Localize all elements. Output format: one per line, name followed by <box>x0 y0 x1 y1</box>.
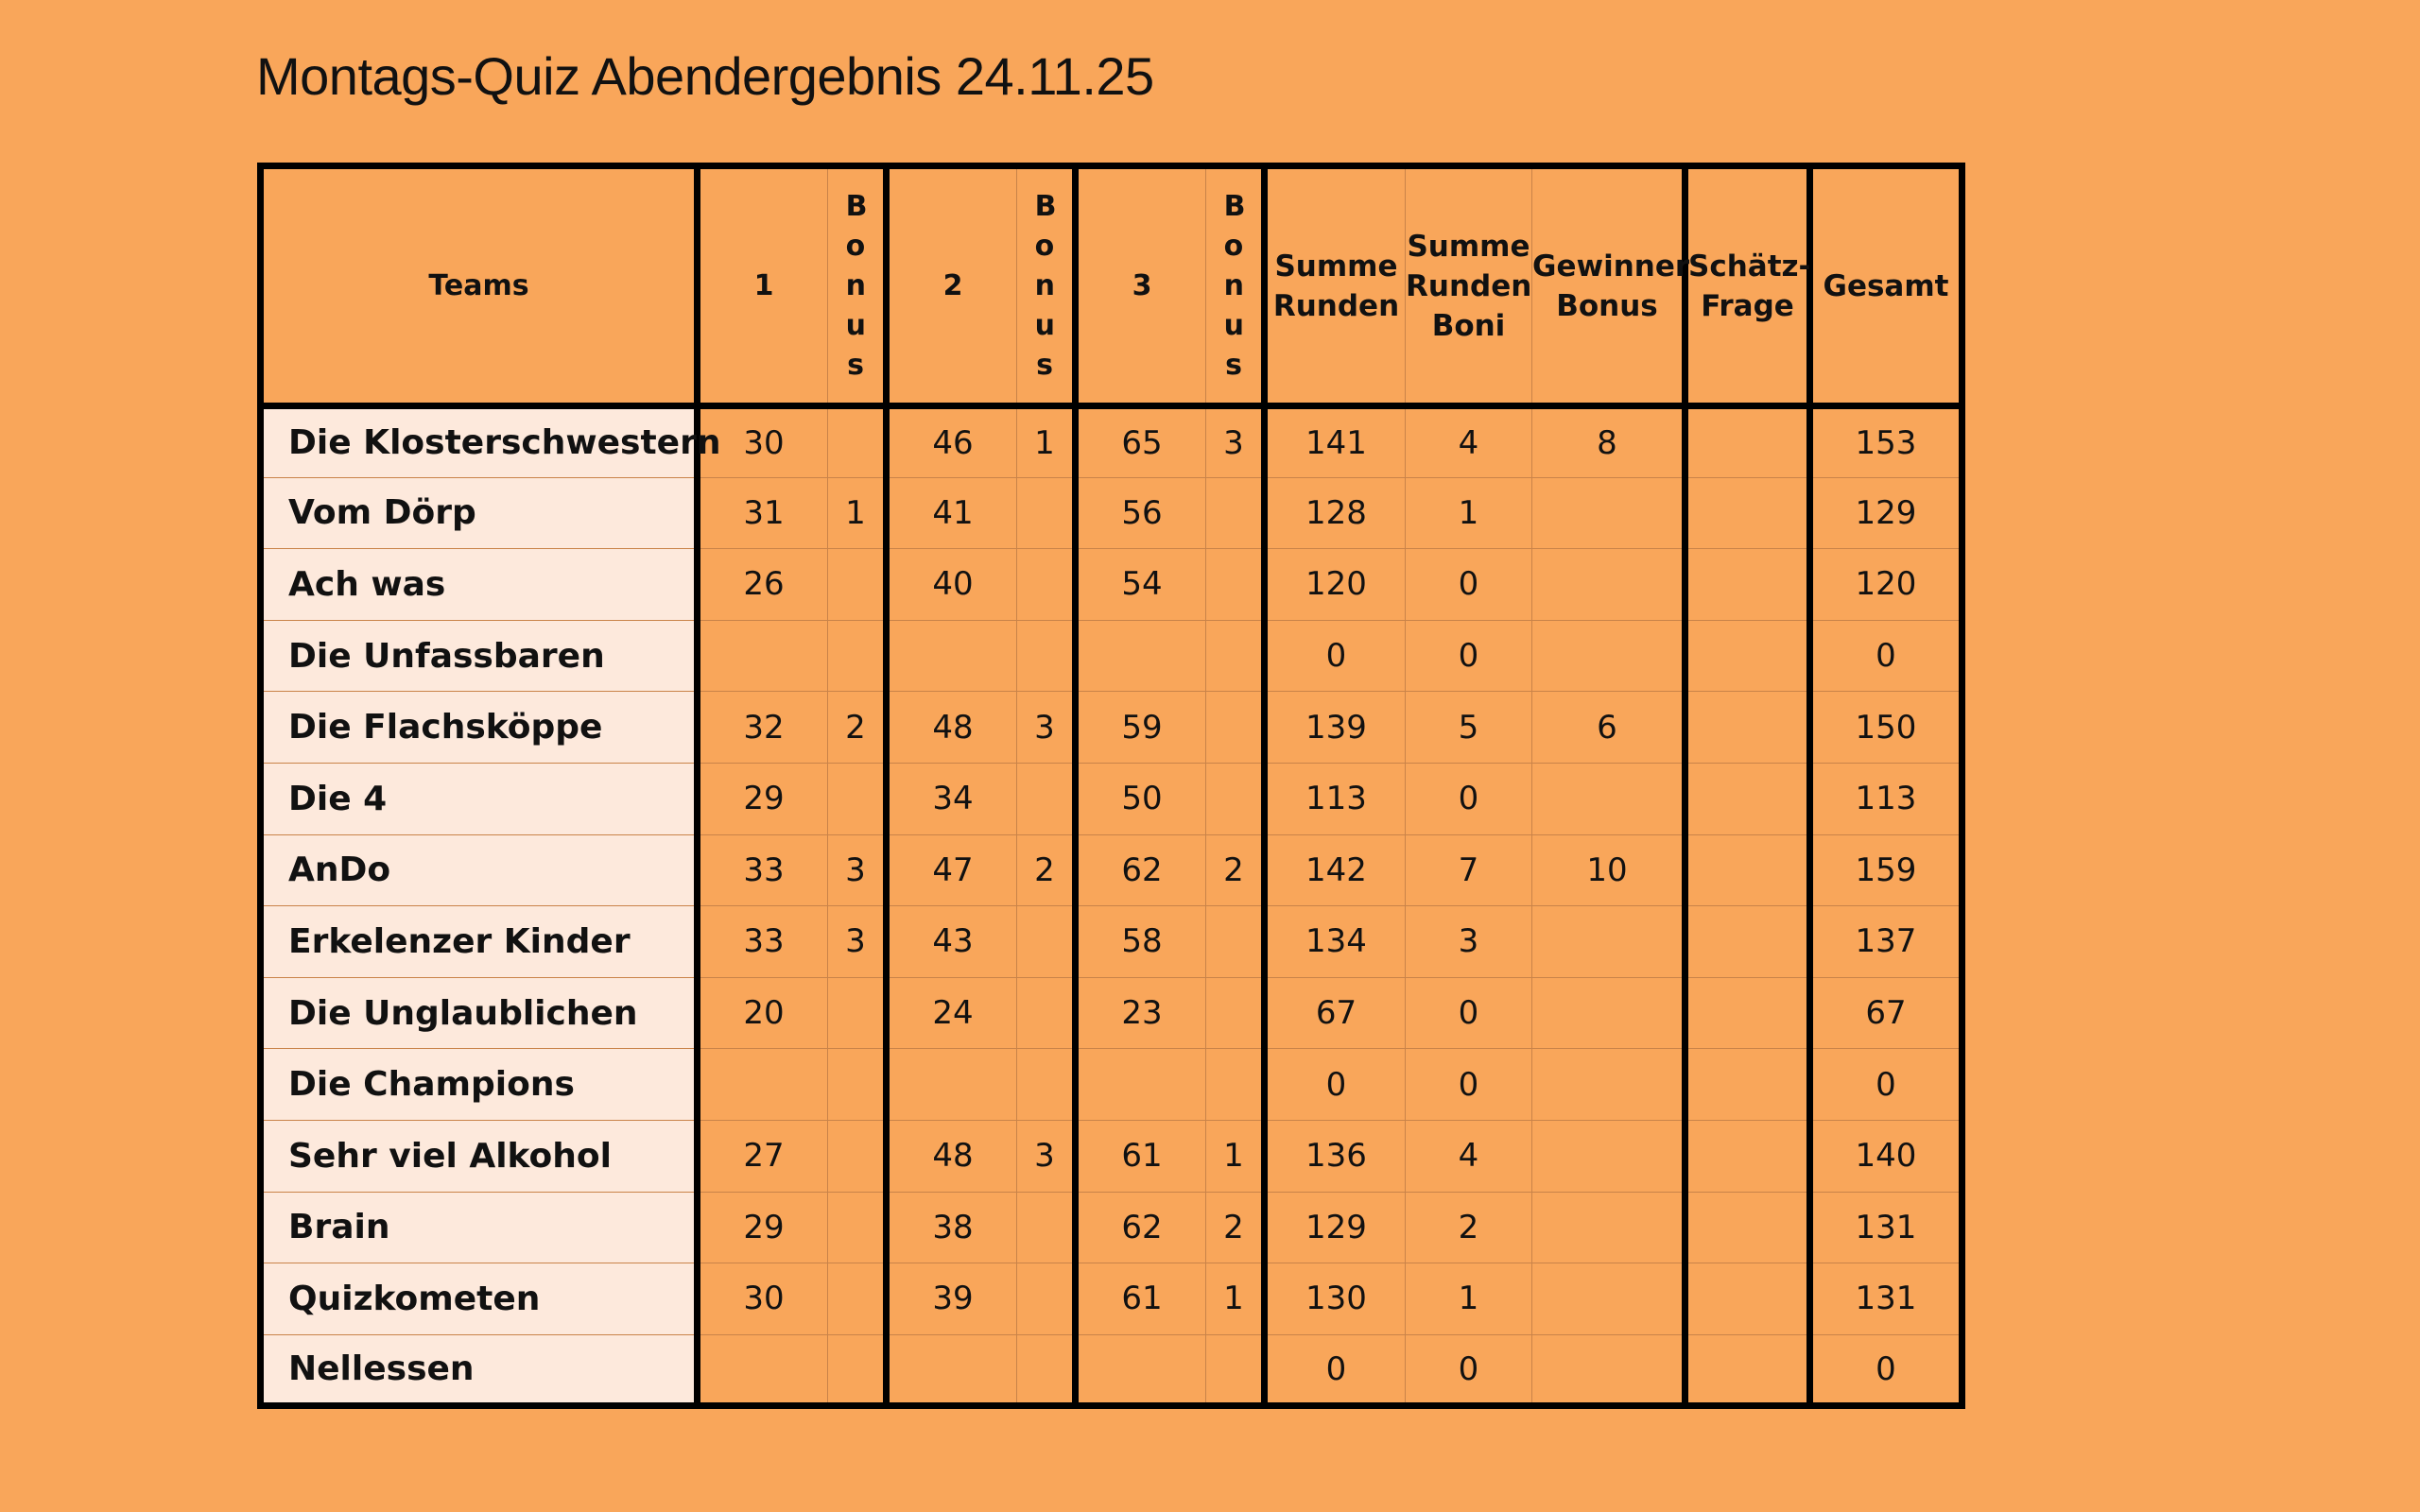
round-2-score: 24 <box>887 977 1017 1049</box>
table-row <box>261 1049 1962 1121</box>
estimate-question <box>1685 477 1810 549</box>
round-2-bonus <box>1017 477 1076 549</box>
sum-boni: 0 <box>1406 1049 1532 1121</box>
sum-rounds: 141 <box>1265 406 1406 478</box>
round-2-bonus <box>1017 620 1076 692</box>
round-3-bonus: 2 <box>1206 834 1265 906</box>
round-3-bonus: 3 <box>1206 406 1265 478</box>
round-2-bonus <box>1017 906 1076 978</box>
round-2-bonus <box>1017 1049 1076 1121</box>
round-1-bonus <box>828 549 887 621</box>
winner-bonus: 6 <box>1532 692 1685 764</box>
round-1-bonus <box>828 1049 887 1121</box>
header-bonus-3 <box>1206 166 1265 406</box>
sum-rounds: 120 <box>1265 549 1406 621</box>
total-score: 150 <box>1810 692 1962 764</box>
round-3-bonus <box>1206 1049 1265 1121</box>
estimate-question <box>1685 1192 1810 1263</box>
header-round-2: 2 <box>887 166 1017 406</box>
round-1-score: 30 <box>698 406 828 478</box>
team-name: Die Unglaublichen <box>261 977 698 1049</box>
table-row <box>261 977 1962 1049</box>
winner-bonus <box>1532 1049 1685 1121</box>
round-1-score: 30 <box>698 1263 828 1335</box>
table-row <box>261 763 1962 834</box>
sum-rounds: 129 <box>1265 1192 1406 1263</box>
estimate-question <box>1685 1120 1810 1192</box>
header-gewinner-bonus <box>1532 166 1690 406</box>
team-name: Erkelenzer Kinder <box>261 906 698 978</box>
round-3-bonus <box>1206 1334 1265 1406</box>
header-bonus-1 <box>828 166 887 406</box>
estimate-question <box>1685 1049 1810 1121</box>
header-summe-boni-line1: Summe <box>1407 229 1530 264</box>
round-3-score <box>1076 620 1206 692</box>
sum-boni: 3 <box>1406 906 1532 978</box>
table-row <box>261 406 1962 478</box>
sum-rounds: 139 <box>1265 692 1406 764</box>
round-1-bonus <box>828 1263 887 1335</box>
total-score: 129 <box>1810 477 1962 549</box>
winner-bonus <box>1532 763 1685 834</box>
header-schaetz-line1: Schätz- <box>1688 249 1811 284</box>
round-3-score: 56 <box>1076 477 1206 549</box>
winner-bonus <box>1532 977 1685 1049</box>
round-1-score: 33 <box>698 906 828 978</box>
round-2-score: 38 <box>887 1192 1017 1263</box>
team-name: Sehr viel Alkohol <box>261 1120 698 1192</box>
team-name: Die Champions <box>261 1049 698 1121</box>
round-1-score: 33 <box>698 834 828 906</box>
round-2-score: 46 <box>887 406 1017 478</box>
round-1-bonus <box>828 1192 887 1263</box>
team-name: Die 4 <box>261 763 698 834</box>
round-3-score: 61 <box>1076 1263 1206 1335</box>
round-2-score: 40 <box>887 549 1017 621</box>
table-row <box>261 906 1962 978</box>
round-3-score: 54 <box>1076 549 1206 621</box>
sum-boni: 4 <box>1406 1120 1532 1192</box>
header-gewinner-line1: Gewinner <box>1532 249 1690 284</box>
round-2-score <box>887 1049 1017 1121</box>
sum-boni: 5 <box>1406 692 1532 764</box>
round-1-bonus <box>828 1334 887 1406</box>
header-schaetz-line2: Frage <box>1701 288 1794 323</box>
total-score: 131 <box>1810 1263 1962 1335</box>
team-name: Vom Dörp <box>261 477 698 549</box>
round-2-bonus: 3 <box>1017 1120 1076 1192</box>
round-2-bonus <box>1017 763 1076 834</box>
round-3-score <box>1076 1049 1206 1121</box>
team-name: Die Klosterschwestern <box>261 406 698 478</box>
round-3-score: 23 <box>1076 977 1206 1049</box>
round-1-bonus <box>828 406 887 478</box>
sum-rounds: 0 <box>1265 1334 1406 1406</box>
sum-rounds: 128 <box>1265 477 1406 549</box>
sum-boni: 2 <box>1406 1192 1532 1263</box>
total-score: 67 <box>1810 977 1962 1049</box>
results-body <box>261 406 1962 1406</box>
round-3-bonus <box>1206 549 1265 621</box>
sum-boni: 0 <box>1406 620 1532 692</box>
round-2-bonus <box>1017 1334 1076 1406</box>
winner-bonus <box>1532 1120 1685 1192</box>
round-3-score: 58 <box>1076 906 1206 978</box>
total-score: 153 <box>1810 406 1962 478</box>
estimate-question <box>1685 620 1810 692</box>
sum-rounds: 0 <box>1265 1049 1406 1121</box>
winner-bonus <box>1532 1192 1685 1263</box>
team-name: Die Unfassbaren <box>261 620 698 692</box>
winner-bonus <box>1532 1334 1685 1406</box>
sum-rounds: 67 <box>1265 977 1406 1049</box>
sum-boni: 0 <box>1406 1334 1532 1406</box>
round-1-score: 20 <box>698 977 828 1049</box>
header-gesamt: Gesamt <box>1810 166 1962 406</box>
table-row <box>261 692 1962 764</box>
round-3-bonus <box>1206 763 1265 834</box>
winner-bonus <box>1532 620 1685 692</box>
estimate-question <box>1685 763 1810 834</box>
round-1-bonus <box>828 1120 887 1192</box>
round-1-score: 31 <box>698 477 828 549</box>
round-3-bonus <box>1206 477 1265 549</box>
round-2-score <box>887 1334 1017 1406</box>
total-score: 0 <box>1810 1049 1962 1121</box>
team-name: Die Flachsköppe <box>261 692 698 764</box>
total-score: 0 <box>1810 1334 1962 1406</box>
round-3-score: 62 <box>1076 834 1206 906</box>
round-2-bonus <box>1017 549 1076 621</box>
team-name: Quizkometen <box>261 1263 698 1335</box>
table-row <box>261 1120 1962 1192</box>
round-3-score: 62 <box>1076 1192 1206 1263</box>
table-row <box>261 1192 1962 1263</box>
sum-boni: 0 <box>1406 763 1532 834</box>
results-table <box>257 163 1965 1409</box>
round-3-score: 59 <box>1076 692 1206 764</box>
header-bonus-2-label: Bonus <box>1034 189 1057 382</box>
round-2-bonus <box>1017 977 1076 1049</box>
round-2-score: 39 <box>887 1263 1017 1335</box>
table-row <box>261 477 1962 549</box>
round-2-score: 47 <box>887 834 1017 906</box>
round-1-score: 32 <box>698 692 828 764</box>
sum-rounds: 136 <box>1265 1120 1406 1192</box>
round-2-bonus <box>1017 1263 1076 1335</box>
round-1-score <box>698 620 828 692</box>
round-1-score: 26 <box>698 549 828 621</box>
winner-bonus: 8 <box>1532 406 1685 478</box>
round-3-bonus <box>1206 692 1265 764</box>
round-2-score: 41 <box>887 477 1017 549</box>
header-bonus-2 <box>1017 166 1076 406</box>
estimate-question <box>1685 906 1810 978</box>
winner-bonus <box>1532 477 1685 549</box>
round-2-bonus: 2 <box>1017 834 1076 906</box>
header-summe-boni-line3: Boni <box>1431 308 1506 343</box>
table-row <box>261 1263 1962 1335</box>
total-score: 120 <box>1810 549 1962 621</box>
estimate-question <box>1685 1263 1810 1335</box>
sum-boni: 7 <box>1406 834 1532 906</box>
round-1-bonus: 3 <box>828 834 887 906</box>
round-3-score: 61 <box>1076 1120 1206 1192</box>
winner-bonus: 10 <box>1532 834 1685 906</box>
sum-rounds: 0 <box>1265 620 1406 692</box>
round-2-bonus: 1 <box>1017 406 1076 478</box>
estimate-question <box>1685 977 1810 1049</box>
round-2-bonus: 3 <box>1017 692 1076 764</box>
sum-boni: 0 <box>1406 977 1532 1049</box>
table-row <box>261 834 1962 906</box>
sum-rounds: 113 <box>1265 763 1406 834</box>
total-score: 113 <box>1810 763 1962 834</box>
round-1-score <box>698 1049 828 1121</box>
estimate-question <box>1685 692 1810 764</box>
sum-rounds: 142 <box>1265 834 1406 906</box>
table-row <box>261 1334 1962 1406</box>
header-summe-boni <box>1406 166 1532 406</box>
round-3-bonus: 2 <box>1206 1192 1265 1263</box>
estimate-question <box>1685 406 1810 478</box>
round-2-score: 48 <box>887 1120 1017 1192</box>
header-summe-boni-line2: Runden <box>1406 268 1532 303</box>
header-gewinner-line2: Bonus <box>1556 288 1658 323</box>
winner-bonus <box>1532 549 1685 621</box>
round-2-score: 34 <box>887 763 1017 834</box>
round-1-bonus <box>828 977 887 1049</box>
round-1-bonus <box>828 620 887 692</box>
round-2-score <box>887 620 1017 692</box>
header-bonus-1-label: Bonus <box>845 189 868 382</box>
sum-boni: 4 <box>1406 406 1532 478</box>
sum-boni: 1 <box>1406 1263 1532 1335</box>
header-bonus-3-label: Bonus <box>1223 189 1246 382</box>
round-3-bonus <box>1206 977 1265 1049</box>
header-round-3: 3 <box>1076 166 1206 406</box>
total-score: 131 <box>1810 1192 1962 1263</box>
sum-rounds: 134 <box>1265 906 1406 978</box>
winner-bonus <box>1532 906 1685 978</box>
round-2-score: 43 <box>887 906 1017 978</box>
round-1-score: 29 <box>698 763 828 834</box>
header-schaetz-frage <box>1685 166 1810 406</box>
header-summe-runden-line1: Summe <box>1274 249 1398 284</box>
header-teams: Teams <box>261 166 698 406</box>
sum-boni: 1 <box>1406 477 1532 549</box>
winner-bonus <box>1532 1263 1685 1335</box>
estimate-question <box>1685 549 1810 621</box>
round-2-score: 48 <box>887 692 1017 764</box>
estimate-question <box>1685 1334 1810 1406</box>
round-3-score: 65 <box>1076 406 1206 478</box>
team-name: Nellessen <box>261 1334 698 1406</box>
table-row <box>261 549 1962 621</box>
header-summe-runden <box>1265 166 1406 406</box>
sum-rounds: 130 <box>1265 1263 1406 1335</box>
total-score: 140 <box>1810 1120 1962 1192</box>
header-summe-runden-line2: Runden <box>1272 288 1400 323</box>
total-score: 137 <box>1810 906 1962 978</box>
estimate-question <box>1685 834 1810 906</box>
round-1-score <box>698 1334 828 1406</box>
round-2-bonus <box>1017 1192 1076 1263</box>
page-title: Montags-Quiz Abendergebnis 24.11.25 <box>256 46 1154 106</box>
round-3-score: 50 <box>1076 763 1206 834</box>
round-1-score: 29 <box>698 1192 828 1263</box>
header-row <box>261 166 1962 406</box>
round-3-bonus: 1 <box>1206 1120 1265 1192</box>
table-row <box>261 620 1962 692</box>
round-1-bonus: 2 <box>828 692 887 764</box>
round-1-score: 27 <box>698 1120 828 1192</box>
team-name: Brain <box>261 1192 698 1263</box>
round-1-bonus: 1 <box>828 477 887 549</box>
header-round-1: 1 <box>698 166 828 406</box>
round-3-bonus: 1 <box>1206 1263 1265 1335</box>
sum-boni: 0 <box>1406 549 1532 621</box>
team-name: Ach was <box>261 549 698 621</box>
round-3-bonus <box>1206 620 1265 692</box>
round-1-bonus <box>828 763 887 834</box>
total-score: 0 <box>1810 620 1962 692</box>
round-3-score <box>1076 1334 1206 1406</box>
total-score: 159 <box>1810 834 1962 906</box>
round-3-bonus <box>1206 906 1265 978</box>
team-name: AnDo <box>261 834 698 906</box>
round-1-bonus: 3 <box>828 906 887 978</box>
